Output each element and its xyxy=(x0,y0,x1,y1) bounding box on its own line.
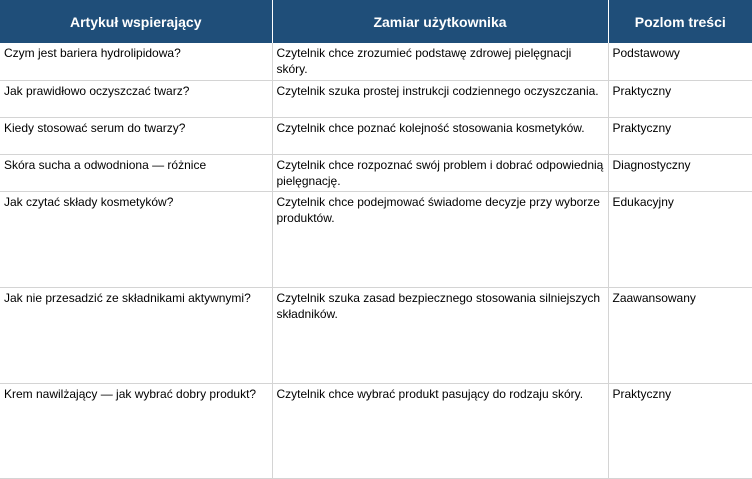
cell-intent: Czytelnik chce rozpoznać swój problem i dobrać odpowiednią pielęgnację. xyxy=(272,154,608,191)
cell-article: Kiedy stosować serum do twarzy? xyxy=(0,117,272,154)
cell-level: Podstawowy xyxy=(608,43,752,80)
cell-article: Jak czytać składy kosmetyków? xyxy=(0,191,272,287)
table-header xyxy=(0,0,752,43)
cell-intent: Czytelnik chce podejmować świadome decyzje przy wyborze produktów. xyxy=(272,191,608,287)
cell-article: Czym jest bariera hydrolipidowa? xyxy=(0,43,272,80)
cell-level: Praktyczny xyxy=(608,80,752,117)
cell-level: Diagnostyczny xyxy=(608,154,752,191)
table-body xyxy=(0,43,752,478)
column-header-level: Pozlom treści xyxy=(608,0,752,43)
cell-intent: Czytelnik szuka prostej instrukcji codziennego oczyszczania. xyxy=(272,80,608,117)
table-row xyxy=(0,117,752,154)
table-row xyxy=(0,80,752,117)
cell-level: Zaawansowany xyxy=(608,287,752,383)
cell-article: Jak prawidłowo oczyszczać twarz? xyxy=(0,80,272,117)
table-row xyxy=(0,383,752,478)
table-row xyxy=(0,287,752,383)
cell-article: Krem nawilżający — jak wybrać dobry produkt? xyxy=(0,383,272,478)
cell-intent: Czytelnik chce zrozumieć podstawę zdrowej pielęgnacji skóry. xyxy=(272,43,608,80)
table-row xyxy=(0,154,752,191)
column-header-article: Artykuł wspierający xyxy=(0,0,272,43)
table-row xyxy=(0,191,752,287)
cell-level: Edukacyjny xyxy=(608,191,752,287)
cell-article: Skóra sucha a odwodniona — różnice xyxy=(0,154,272,191)
cell-level: Praktyczny xyxy=(608,117,752,154)
cell-article: Jak nie przesadzić ze składnikami aktywnymi? xyxy=(0,287,272,383)
cell-intent: Czytelnik chce wybrać produkt pasujący do rodzaju skóry. xyxy=(272,383,608,478)
cell-intent: Czytelnik szuka zasad bezpiecznego stosowania silniejszych składników. xyxy=(272,287,608,383)
cell-intent: Czytelnik chce poznać kolejność stosowania kosmetyków. xyxy=(272,117,608,154)
cell-level: Praktyczny xyxy=(608,383,752,478)
column-header-intent: Zamiar użytkownika xyxy=(272,0,608,43)
header-row xyxy=(0,0,752,43)
table-row xyxy=(0,43,752,80)
